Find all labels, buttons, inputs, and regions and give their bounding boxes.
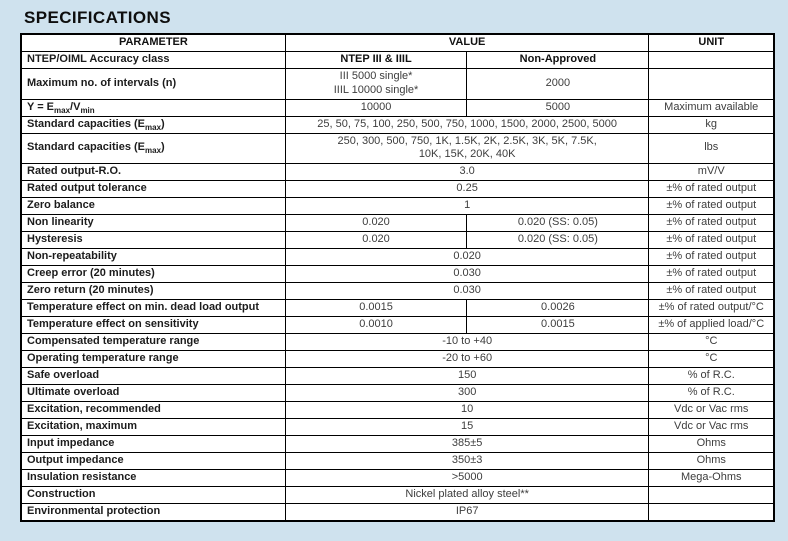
table-header-row <box>21 34 774 52</box>
parameter-cell: Maximum no. of intervals (n) <box>21 69 285 100</box>
value-cell: -20 to +60 <box>285 351 649 368</box>
parameter-cell: Ultimate overload <box>21 385 285 402</box>
value-nonapproved-cell: 2000 <box>467 69 649 100</box>
unit-cell <box>649 69 774 100</box>
value-ntep-cell: NTEP III & IIIL <box>285 52 466 69</box>
value-cell: 1 <box>285 198 649 215</box>
parameter-cell: $Y = E_{max}/V_{min}$ <box>21 99 285 116</box>
unit-cell: ±% of rated output <box>649 198 774 215</box>
spec-table-body <box>21 52 774 522</box>
parameter-cell: Rated output tolerance <box>21 181 285 198</box>
table-row <box>21 385 774 402</box>
parameter-cell: Operating temperature range <box>21 351 285 368</box>
unit-cell: Vdc or Vac rms <box>649 402 774 419</box>
value-cell: 15 <box>285 419 649 436</box>
table-row <box>21 116 774 133</box>
parameter-cell: Environmental protection <box>21 504 285 522</box>
value-nonapproved-cell: 0.020 (SS: 0.05) <box>467 232 649 249</box>
table-row <box>21 249 774 266</box>
unit-cell: % of R.C. <box>649 385 774 402</box>
unit-cell <box>649 487 774 504</box>
parameter-cell: Excitation, recommended <box>21 402 285 419</box>
table-row <box>21 351 774 368</box>
table-row <box>21 470 774 487</box>
unit-cell: ±% of rated output <box>649 232 774 249</box>
table-row <box>21 198 774 215</box>
value-ntep-cell: 0.0015 <box>285 300 466 317</box>
unit-cell: ±% of rated output <box>649 249 774 266</box>
unit-cell: °C <box>649 334 774 351</box>
specifications-table <box>20 33 775 522</box>
unit-column-header: UNIT <box>649 34 774 52</box>
unit-cell: ±% of applied load/°C <box>649 317 774 334</box>
value-cell: 250, 300, 500, 750, 1K, 1.5K, 2K, 2.5K, 3K, 5K, 7.5K, 10K, 15K, 20K, 40K <box>285 133 649 164</box>
parameter-cell: Temperature effect on sensitivity <box>21 317 285 334</box>
value-nonapproved-cell: 0.0026 <box>467 300 649 317</box>
parameter-cell: Rated output-R.O. <box>21 164 285 181</box>
table-row <box>21 487 774 504</box>
unit-cell: % of R.C. <box>649 368 774 385</box>
unit-cell: ±% of rated output <box>649 215 774 232</box>
parameter-cell: Standard capacities $(E_{max})$ <box>21 116 285 133</box>
unit-cell: ±% of rated output <box>649 283 774 300</box>
unit-cell: ±% of rated output <box>649 266 774 283</box>
unit-cell: Vdc or Vac rms <box>649 419 774 436</box>
parameter-cell: Compensated temperature range <box>21 334 285 351</box>
parameter-cell: Safe overload <box>21 368 285 385</box>
table-row <box>21 266 774 283</box>
table-row <box>21 164 774 181</box>
unit-cell: ±% of rated output <box>649 181 774 198</box>
table-row <box>21 300 774 317</box>
unit-cell: Ohms <box>649 436 774 453</box>
table-row <box>21 402 774 419</box>
value-cell: 385±5 <box>285 436 649 453</box>
value-ntep-cell: 10000 <box>285 99 466 116</box>
value-cell: -10 to +40 <box>285 334 649 351</box>
parameter-cell: Zero balance <box>21 198 285 215</box>
value-cell: 0.25 <box>285 181 649 198</box>
table-row <box>21 368 774 385</box>
unit-cell: kg <box>649 116 774 133</box>
unit-cell <box>649 504 774 522</box>
parameter-cell: Standard capacities $(E_{max})$ <box>21 133 285 164</box>
unit-cell: mV/V <box>649 164 774 181</box>
table-row <box>21 99 774 116</box>
parameter-cell: Construction <box>21 487 285 504</box>
value-cell: >5000 <box>285 470 649 487</box>
value-nonapproved-cell: 0.020 (SS: 0.05) <box>467 215 649 232</box>
table-row <box>21 215 774 232</box>
unit-cell: Ohms <box>649 453 774 470</box>
parameter-cell: Insulation resistance <box>21 470 285 487</box>
value-cell: 10 <box>285 402 649 419</box>
title-bar <box>0 0 788 33</box>
value-cell: 25, 50, 75, 100, 250, 500, 750, 1000, 1500, 2000, 2500, 5000 <box>285 116 649 133</box>
parameter-cell: Non linearity <box>21 215 285 232</box>
table-row <box>21 334 774 351</box>
value-cell: 3.0 <box>285 164 649 181</box>
parameter-cell: Creep error (20 minutes) <box>21 266 285 283</box>
value-cell: 300 <box>285 385 649 402</box>
table-row <box>21 52 774 69</box>
parameter-cell: Temperature effect on min. dead load output <box>21 300 285 317</box>
parameter-cell: Output impedance <box>21 453 285 470</box>
unit-cell: lbs <box>649 133 774 164</box>
unit-cell: Maximum available <box>649 99 774 116</box>
unit-cell: Mega-Ohms <box>649 470 774 487</box>
value-ntep-cell: 0.020 <box>285 232 466 249</box>
value-ntep-cell: III 5000 single* IIIL 10000 single* <box>285 69 466 100</box>
value-cell: Nickel plated alloy steel** <box>285 487 649 504</box>
table-row <box>21 453 774 470</box>
value-nonapproved-cell: Non-Approved <box>467 52 649 69</box>
page-title: SPECIFICATIONS <box>24 8 171 27</box>
parameter-cell: NTEP/OIML Accuracy class <box>21 52 285 69</box>
unit-cell <box>649 52 774 69</box>
unit-cell: °C <box>649 351 774 368</box>
value-cell: 350±3 <box>285 453 649 470</box>
value-column-header: VALUE <box>285 34 649 52</box>
value-cell: IP67 <box>285 504 649 522</box>
value-cell: 0.030 <box>285 266 649 283</box>
unit-cell: ±% of rated output/°C <box>649 300 774 317</box>
value-ntep-cell: 0.0010 <box>285 317 466 334</box>
parameter-column-header: PARAMETER <box>21 34 285 52</box>
table-row <box>21 133 774 164</box>
value-cell: 0.020 <box>285 249 649 266</box>
table-row <box>21 436 774 453</box>
table-row <box>21 232 774 249</box>
parameter-cell: Excitation, maximum <box>21 419 285 436</box>
parameter-cell: Input impedance <box>21 436 285 453</box>
parameter-cell: Non-repeatability <box>21 249 285 266</box>
value-cell: 0.030 <box>285 283 649 300</box>
table-row <box>21 69 774 100</box>
value-cell: 150 <box>285 368 649 385</box>
value-nonapproved-cell: 5000 <box>467 99 649 116</box>
table-row <box>21 181 774 198</box>
table-row <box>21 317 774 334</box>
parameter-cell: Hysteresis <box>21 232 285 249</box>
table-row <box>21 419 774 436</box>
parameter-cell: Zero return (20 minutes) <box>21 283 285 300</box>
value-nonapproved-cell: 0.0015 <box>467 317 649 334</box>
value-ntep-cell: 0.020 <box>285 215 466 232</box>
table-row <box>21 283 774 300</box>
table-row <box>21 504 774 522</box>
